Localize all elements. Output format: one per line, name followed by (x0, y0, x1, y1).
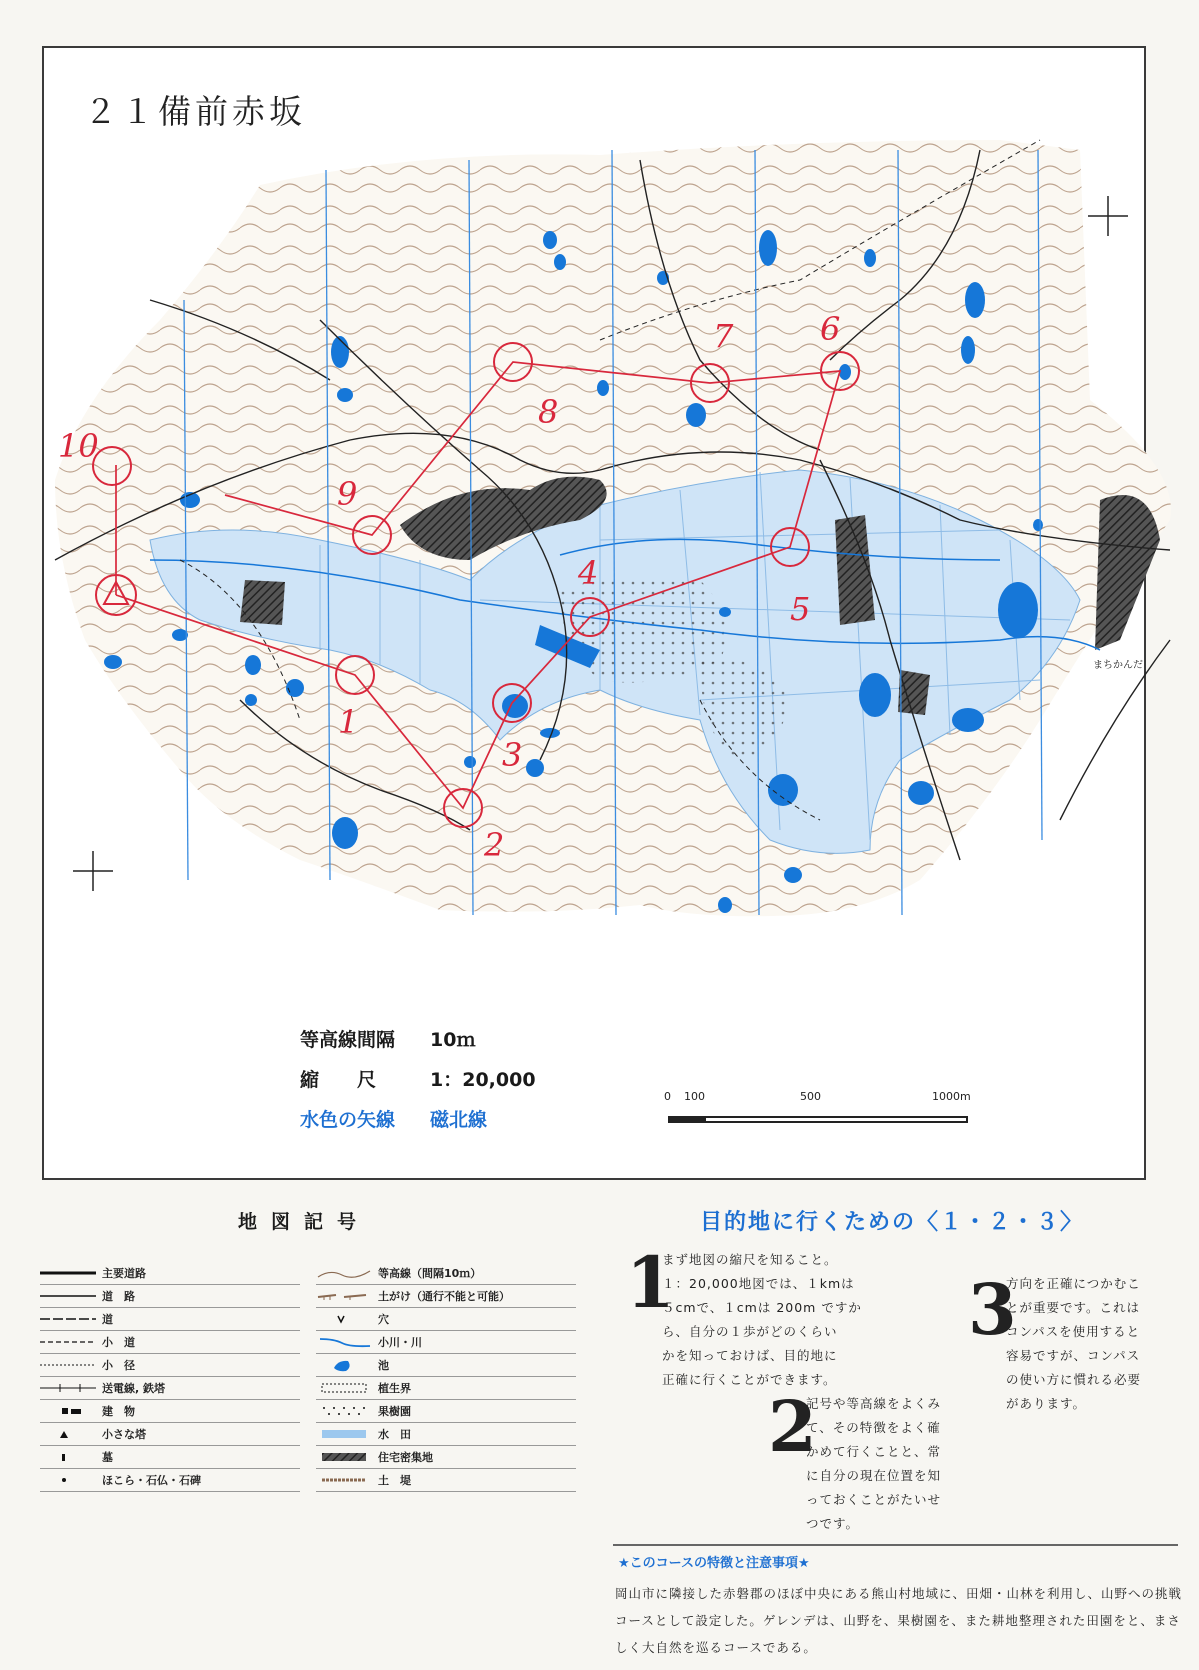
symbol-row: 水 田 (316, 1423, 576, 1446)
scale-bar-graphic (668, 1116, 968, 1123)
scale-tick-0: 0 (664, 1090, 671, 1103)
feature-text: 岡山市に隣接した赤磐郡のほぼ中央にある熊山村地域に、田畑・山林を利用し、山野への挑戦コースとして設定した。ゲレンデは、山野を、果樹園を、また耕地整理された田園をと、まさしく大自然を巡るコースである。 (615, 1586, 1183, 1655)
path-icon (40, 1315, 102, 1323)
place-label: まちかんだ (1093, 660, 1143, 671)
symbol-row: 池 (316, 1354, 576, 1377)
symbol-row: 道 路 (40, 1285, 300, 1308)
symbol-row: 墓 (40, 1446, 300, 1469)
dense-housing-area (898, 670, 930, 715)
north-line-key: 水色の矢線 (300, 1108, 396, 1131)
symbol-row: 住宅密集地 (316, 1446, 576, 1469)
scale-tick-1000: 1000m (932, 1090, 971, 1103)
control-label-7: 7 (713, 317, 734, 355)
small-tower-icon (40, 1429, 102, 1439)
north-line-value: 磁北線 (430, 1108, 488, 1131)
symbol-row: 小さな塔 (40, 1423, 300, 1446)
control-label-2: 2 (484, 826, 505, 864)
map-title: ２１備前赤坂 (84, 92, 306, 131)
symbol-row: 植生界 (316, 1377, 576, 1400)
dense-housing-area (1095, 495, 1160, 650)
symbols-title: 地図記号 (238, 1211, 371, 1233)
scale-tick-100: 100 (684, 1090, 705, 1103)
symbol-row: 果樹園 (316, 1400, 576, 1423)
stream-icon (316, 1336, 378, 1348)
road-icon (40, 1292, 102, 1300)
scale-key: 縮 尺 (300, 1068, 377, 1091)
shrine-icon (40, 1475, 102, 1485)
control-label-3: 3 (502, 736, 523, 774)
small-path-icon (40, 1338, 102, 1346)
step-text-3: 方向を正確につかむこ とが重要です。これは コンパスを使用すると 容易ですが、コンパス の使い方に慣れる必要 があります。 (1006, 1276, 1142, 1411)
dense-housing-icon (316, 1451, 378, 1463)
vegetation-boundary-icon (316, 1382, 378, 1394)
symbol-row: 主要道路 (40, 1262, 300, 1285)
guide-title: 目的地に行くための〈１・２・３〉 (700, 1210, 1085, 1235)
trail-icon (40, 1361, 102, 1369)
grave-icon (40, 1452, 102, 1462)
step-text-2: 記号や等高線をよくみ て、その特徴をよく確 かめて行くことと、常 に自分の現在位置を知 っておくことがたいせ つです。 (806, 1396, 942, 1531)
feature-divider (613, 1544, 1178, 1546)
embankment-icon (316, 1475, 378, 1485)
symbol-row: 小川・川 (316, 1331, 576, 1354)
powerline-icon (40, 1383, 102, 1393)
contour-interval-row (300, 1018, 536, 1058)
north-line-row (300, 1098, 536, 1138)
control-label-4: 4 (578, 554, 599, 592)
control-label-6: 6 (820, 310, 841, 348)
symbol-row: ほこら・石仏・石碑 (40, 1469, 300, 1492)
symbol-row: 小 径 (40, 1354, 300, 1377)
contour-interval-value: 10ｍ (430, 1028, 476, 1051)
symbol-row: 土がけ（通行不能と可能） (316, 1285, 576, 1308)
control-label-1: 1 (338, 703, 359, 741)
dense-housing-area (240, 580, 285, 625)
scale-row (300, 1058, 536, 1098)
control-label-5: 5 (790, 590, 811, 628)
building-icon (40, 1406, 102, 1416)
map-legend (300, 1018, 536, 1138)
contour-interval-key: 等高線間隔 (300, 1028, 396, 1051)
scale-value: 1：20,000 (430, 1068, 536, 1091)
step-number-3: 3 (968, 1268, 1017, 1351)
symbol-row: 小 道 (40, 1331, 300, 1354)
feature-title: ★このコースの特徴と注意事項★ (618, 1556, 810, 1571)
contour-icon (316, 1267, 378, 1279)
cliff-icon (316, 1291, 378, 1301)
orchard-icon (316, 1405, 378, 1417)
symbols-left-column (40, 1262, 300, 1492)
symbol-row: 送電線, 鉄塔 (40, 1377, 300, 1400)
control-label-8: 8 (538, 393, 559, 431)
step-number-2: 2 (768, 1385, 817, 1468)
symbol-row: 穴 (316, 1308, 576, 1331)
scale-bar (660, 1090, 970, 1130)
symbol-row: 土 堤 (316, 1469, 576, 1492)
paddy-icon (316, 1428, 378, 1440)
pond-icon (316, 1358, 378, 1372)
scale-tick-500: 500 (800, 1090, 821, 1103)
hole-icon (316, 1314, 378, 1324)
step-text-1: まず地図の縮尺を知ること。 １：20,000地図では、１kmは ５cmで、１cmは 200m ですか ら、自分の１歩がどのくらい かを知っておけば、目的地に 正確に行くことができます。 (662, 1252, 862, 1387)
symbols-right-column (316, 1262, 576, 1492)
symbol-row: 等高線（間隔10ｍ） (316, 1262, 576, 1285)
main-road-icon (40, 1269, 102, 1277)
symbol-row: 道 (40, 1308, 300, 1331)
control-label-10: 10 (58, 427, 99, 465)
control-label-9: 9 (337, 475, 358, 513)
symbol-row: 建 物 (40, 1400, 300, 1423)
step-number-1: 1 (626, 1241, 675, 1324)
